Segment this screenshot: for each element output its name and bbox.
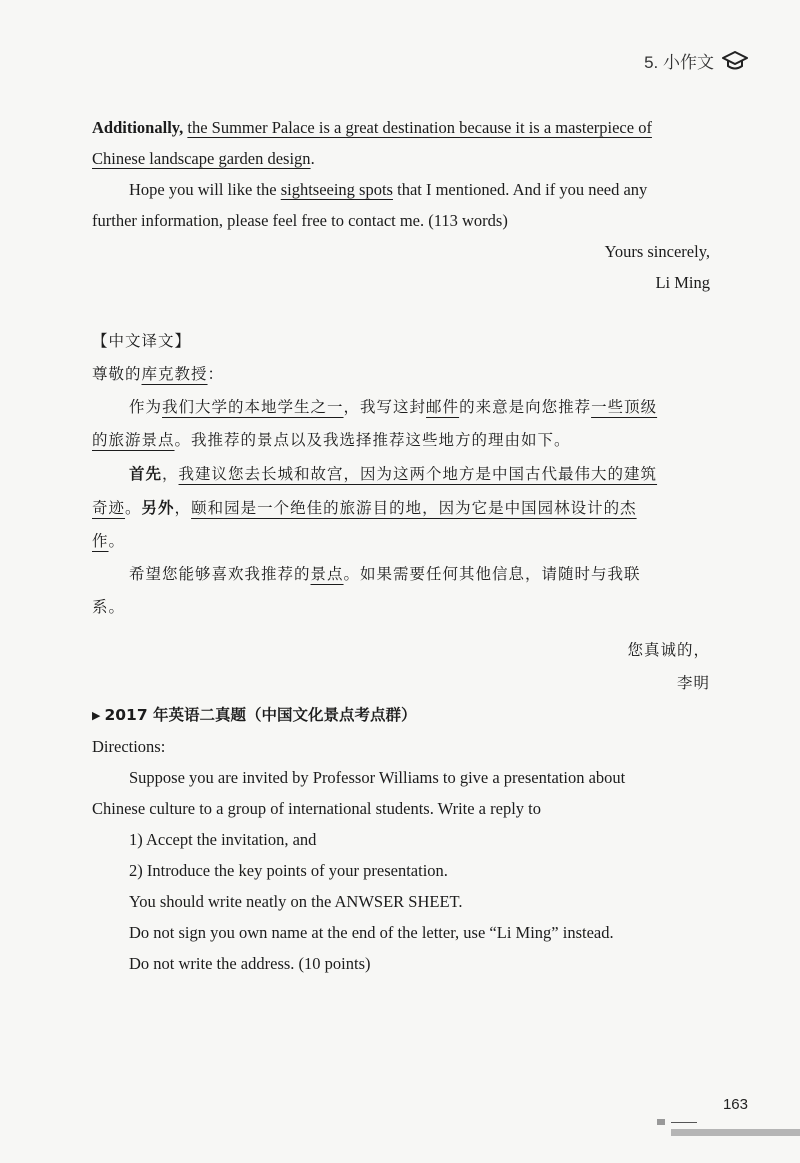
transition-word: 另外 [141, 498, 175, 517]
underlined-phrase: 我建议您去长城和故宫，因为这两个地方是中国古代最伟大的建筑 [178, 465, 658, 483]
requirement-item: 1) Accept the invitation, and [129, 830, 317, 849]
text: ， [162, 465, 179, 483]
question-title-text: 2017 年英语二真题（中国文化景点考点群） [104, 706, 417, 724]
underlined-phrase: 颐和园是一个绝佳的旅游目的地，因为它是中国园林设计的杰 [191, 499, 637, 517]
letter-paragraph-closing [92, 174, 710, 236]
page-header [644, 48, 748, 73]
text: 。 [108, 532, 126, 550]
text: that I mentioned. And if you need any [397, 180, 648, 199]
text: 的来意是向您推荐 [459, 398, 592, 416]
text: 。我推荐的景点以及我选择推荐这些地方的理由如下。 [174, 431, 571, 449]
text: . [310, 149, 315, 168]
text: 。如果需要任何其他信息，请随时与我联 [343, 565, 641, 583]
requirement-item: 2) Introduce the key points of your presentation. [129, 861, 448, 880]
requirement-item: You should write neatly on the ANWSER SHEET. [129, 892, 463, 911]
footer-square [657, 1119, 665, 1125]
translation-closing: 您真诚的， [627, 641, 710, 659]
text: 系。 [92, 598, 126, 616]
requirement-item: Do not write the address. (10 points) [129, 954, 371, 973]
translation-paragraph-3 [92, 558, 710, 624]
text: 尊敬的 [92, 365, 142, 383]
requirement-item: Do not sign you own name at the end of the letter, use “Li Ming” instead. [129, 923, 614, 942]
underlined-phrase: Chinese landscape garden design [92, 149, 311, 168]
directions-label: Directions: [92, 737, 166, 756]
text: 。 [125, 499, 142, 517]
translation-paragraph-2 [92, 457, 710, 558]
transition-word: 首先 [129, 464, 163, 483]
text: 希望您能够喜欢我推荐的 [129, 565, 311, 583]
underlined-phrase: 我们大学的本地学生之一 [162, 398, 344, 416]
letter-signature: Li Ming [655, 273, 710, 292]
transition-word: Additionally, [92, 118, 184, 137]
underlined-phrase: 景点 [310, 565, 344, 583]
text: ： [207, 365, 225, 383]
text: Suppose you are invited by Professor Williams to give a presentation about [129, 768, 626, 787]
chinese-translation [92, 325, 710, 700]
graduation-cap-icon [722, 51, 748, 71]
text: Hope you will like the [129, 180, 277, 199]
underlined-phrase: 的旅游景点 [92, 431, 175, 449]
triangle-bullet-icon: ▶ [92, 709, 101, 722]
translation-paragraph-1 [92, 391, 710, 457]
text: ， [174, 499, 192, 517]
text: 作为 [129, 398, 163, 416]
exam-question [92, 700, 710, 979]
underlined-phrase: the Summer Palace is a great destination because it is a masterpiece of [187, 118, 652, 137]
letter-paragraph-additionally [92, 112, 710, 174]
text: further information, please feel free to contact me. (113 words) [92, 211, 508, 230]
underlined-phrase: 作 [92, 532, 109, 550]
chapter-title: 5. 小作文 [644, 53, 714, 72]
letter-closing: Yours sincerely, [604, 242, 710, 261]
text: ，我写这封 [343, 398, 427, 416]
underlined-phrase: 奇迹 [92, 499, 126, 517]
underlined-phrase: sightseeing spots [280, 180, 393, 199]
translation-salutation [92, 358, 710, 391]
translation-heading: 【中文译文】 [92, 332, 192, 350]
question-intro [92, 762, 710, 824]
underlined-phrase: 邮件 [426, 398, 460, 416]
question-title [92, 700, 710, 731]
text: Chinese culture to a group of international students. Write a reply to [92, 799, 541, 818]
english-letter [92, 112, 710, 298]
footer-bar-strip [671, 1129, 800, 1136]
underlined-phrase: 一些顶级 [591, 398, 658, 416]
footer-line [671, 1122, 697, 1123]
underlined-phrase: 库克教授 [141, 365, 208, 383]
translation-signature: 李明 [676, 674, 710, 692]
page-number: 163 [722, 1096, 748, 1113]
